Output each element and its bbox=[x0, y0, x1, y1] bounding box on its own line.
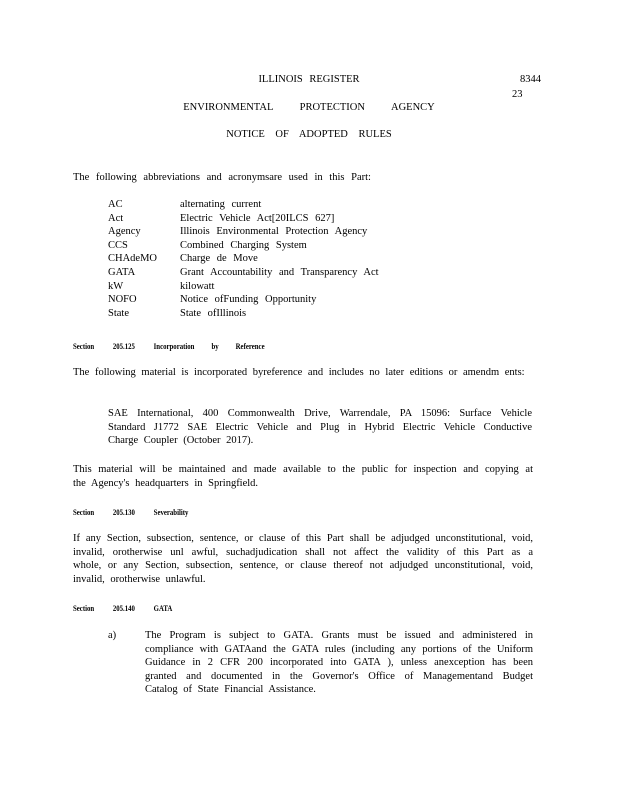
abbreviation-definition: Grant Accountability and Transparency Act bbox=[180, 266, 379, 278]
section-label: Section bbox=[73, 508, 95, 517]
severability-paragraph: If any Section, subsection, sentence, or clause of this Part shall be adjudged unconstitutional, void, invalid, orotherwise unl awful, suchadjudication shall not affect the validity of this Part as a whole, or any Section, subsection, sentence, or clause thereof not adjudged unconstitutional, void, invalid, orotherwise unlawful. bbox=[73, 533, 533, 585]
availability-paragraph: This material will be maintained and made available to the public for inspection and copying at the Agency's headquarters in Springfield. bbox=[73, 464, 533, 489]
abbreviation-row bbox=[108, 225, 408, 239]
abbreviation-term: CCS bbox=[108, 239, 128, 251]
abbreviation-term: Act bbox=[108, 212, 124, 224]
gata-subsection-text: The Program is subject to GATA. Grants must be issued and administered in compliance with GATAand the GATA rules (including any portions of the Uniform Guidance in 2 CFR 200 incorporated into GATA ), unless anexception has been granted and documented in the Governor's Office of Managementand Budget Catalog of State Financial Assistance. bbox=[145, 630, 533, 696]
section-number: 205.130 bbox=[112, 508, 135, 517]
section-heading-125 bbox=[73, 340, 283, 354]
abbreviation-definition: kilowatt bbox=[180, 280, 215, 292]
abbreviation-row bbox=[108, 252, 408, 266]
section-title: GATA bbox=[153, 604, 173, 613]
abbreviation-definition: Combined Charging System bbox=[180, 239, 307, 251]
section-title: Severability bbox=[153, 508, 189, 517]
abbreviation-row bbox=[108, 307, 408, 321]
abbreviation-definition: Notice ofFunding Opportunity bbox=[180, 294, 317, 306]
page-number: 8344 bbox=[520, 74, 541, 85]
agency-title: ENVIRONMENTAL PROTECTION AGENCY bbox=[183, 102, 435, 113]
abbreviation-definition: Charge de Move bbox=[180, 253, 258, 265]
section-heading-140 bbox=[73, 602, 191, 616]
abbreviation-term: GATA bbox=[108, 266, 136, 278]
abbreviation-term: NOFO bbox=[108, 294, 137, 306]
abbreviation-definition: State ofIllinois bbox=[180, 307, 247, 319]
abbreviation-term: State bbox=[108, 307, 129, 319]
abbreviation-definition: alternating current bbox=[180, 199, 262, 210]
abbreviation-term: AC bbox=[108, 199, 123, 210]
abbreviation-definition: Illinois Environmental Protection Agency bbox=[180, 226, 368, 238]
register-title: ILLINOIS REGISTER bbox=[258, 74, 360, 85]
section-label: Section bbox=[73, 342, 95, 351]
notice-title: NOTICE OF ADOPTED RULES bbox=[226, 129, 392, 140]
abbreviations-intro: The following abbreviations and acronymsare used in this Part: bbox=[73, 172, 371, 183]
abbreviation-row bbox=[108, 280, 408, 294]
section-number: 205.140 bbox=[112, 604, 135, 613]
abbreviation-row bbox=[108, 212, 408, 226]
section-heading-130 bbox=[73, 506, 207, 520]
section-label: Section bbox=[73, 604, 95, 613]
abbreviation-row bbox=[108, 198, 408, 212]
section-number: 205.125 bbox=[112, 342, 135, 351]
abbreviation-definition: Electric Vehicle Act[20ILCS 627] bbox=[180, 212, 335, 224]
incorporation-paragraph: The following material is incorporated byreference and includes no later editions or amendm ents: bbox=[73, 367, 525, 378]
abbreviation-term: kW bbox=[108, 280, 124, 292]
abbreviation-term: CHAdeMO bbox=[108, 253, 157, 265]
abbreviation-row bbox=[108, 239, 408, 253]
subsection-label: a) bbox=[108, 630, 117, 641]
section-title: Incorporation by Reference bbox=[153, 342, 265, 351]
abbreviation-term: Agency bbox=[108, 226, 141, 238]
abbreviation-list bbox=[108, 198, 408, 320]
abbreviation-row bbox=[108, 293, 408, 307]
issue-number: 23 bbox=[512, 89, 523, 100]
abbreviation-row bbox=[108, 266, 408, 280]
incorporated-reference: SAE International, 400 Commonwealth Drive, Warrendale, PA 15096: Surface Vehicle Standard J1772 SAE Electric Vehicle and Plug in Hybrid Electric Vehicle Conductive Charge Coupler (October 2017). bbox=[108, 408, 532, 447]
